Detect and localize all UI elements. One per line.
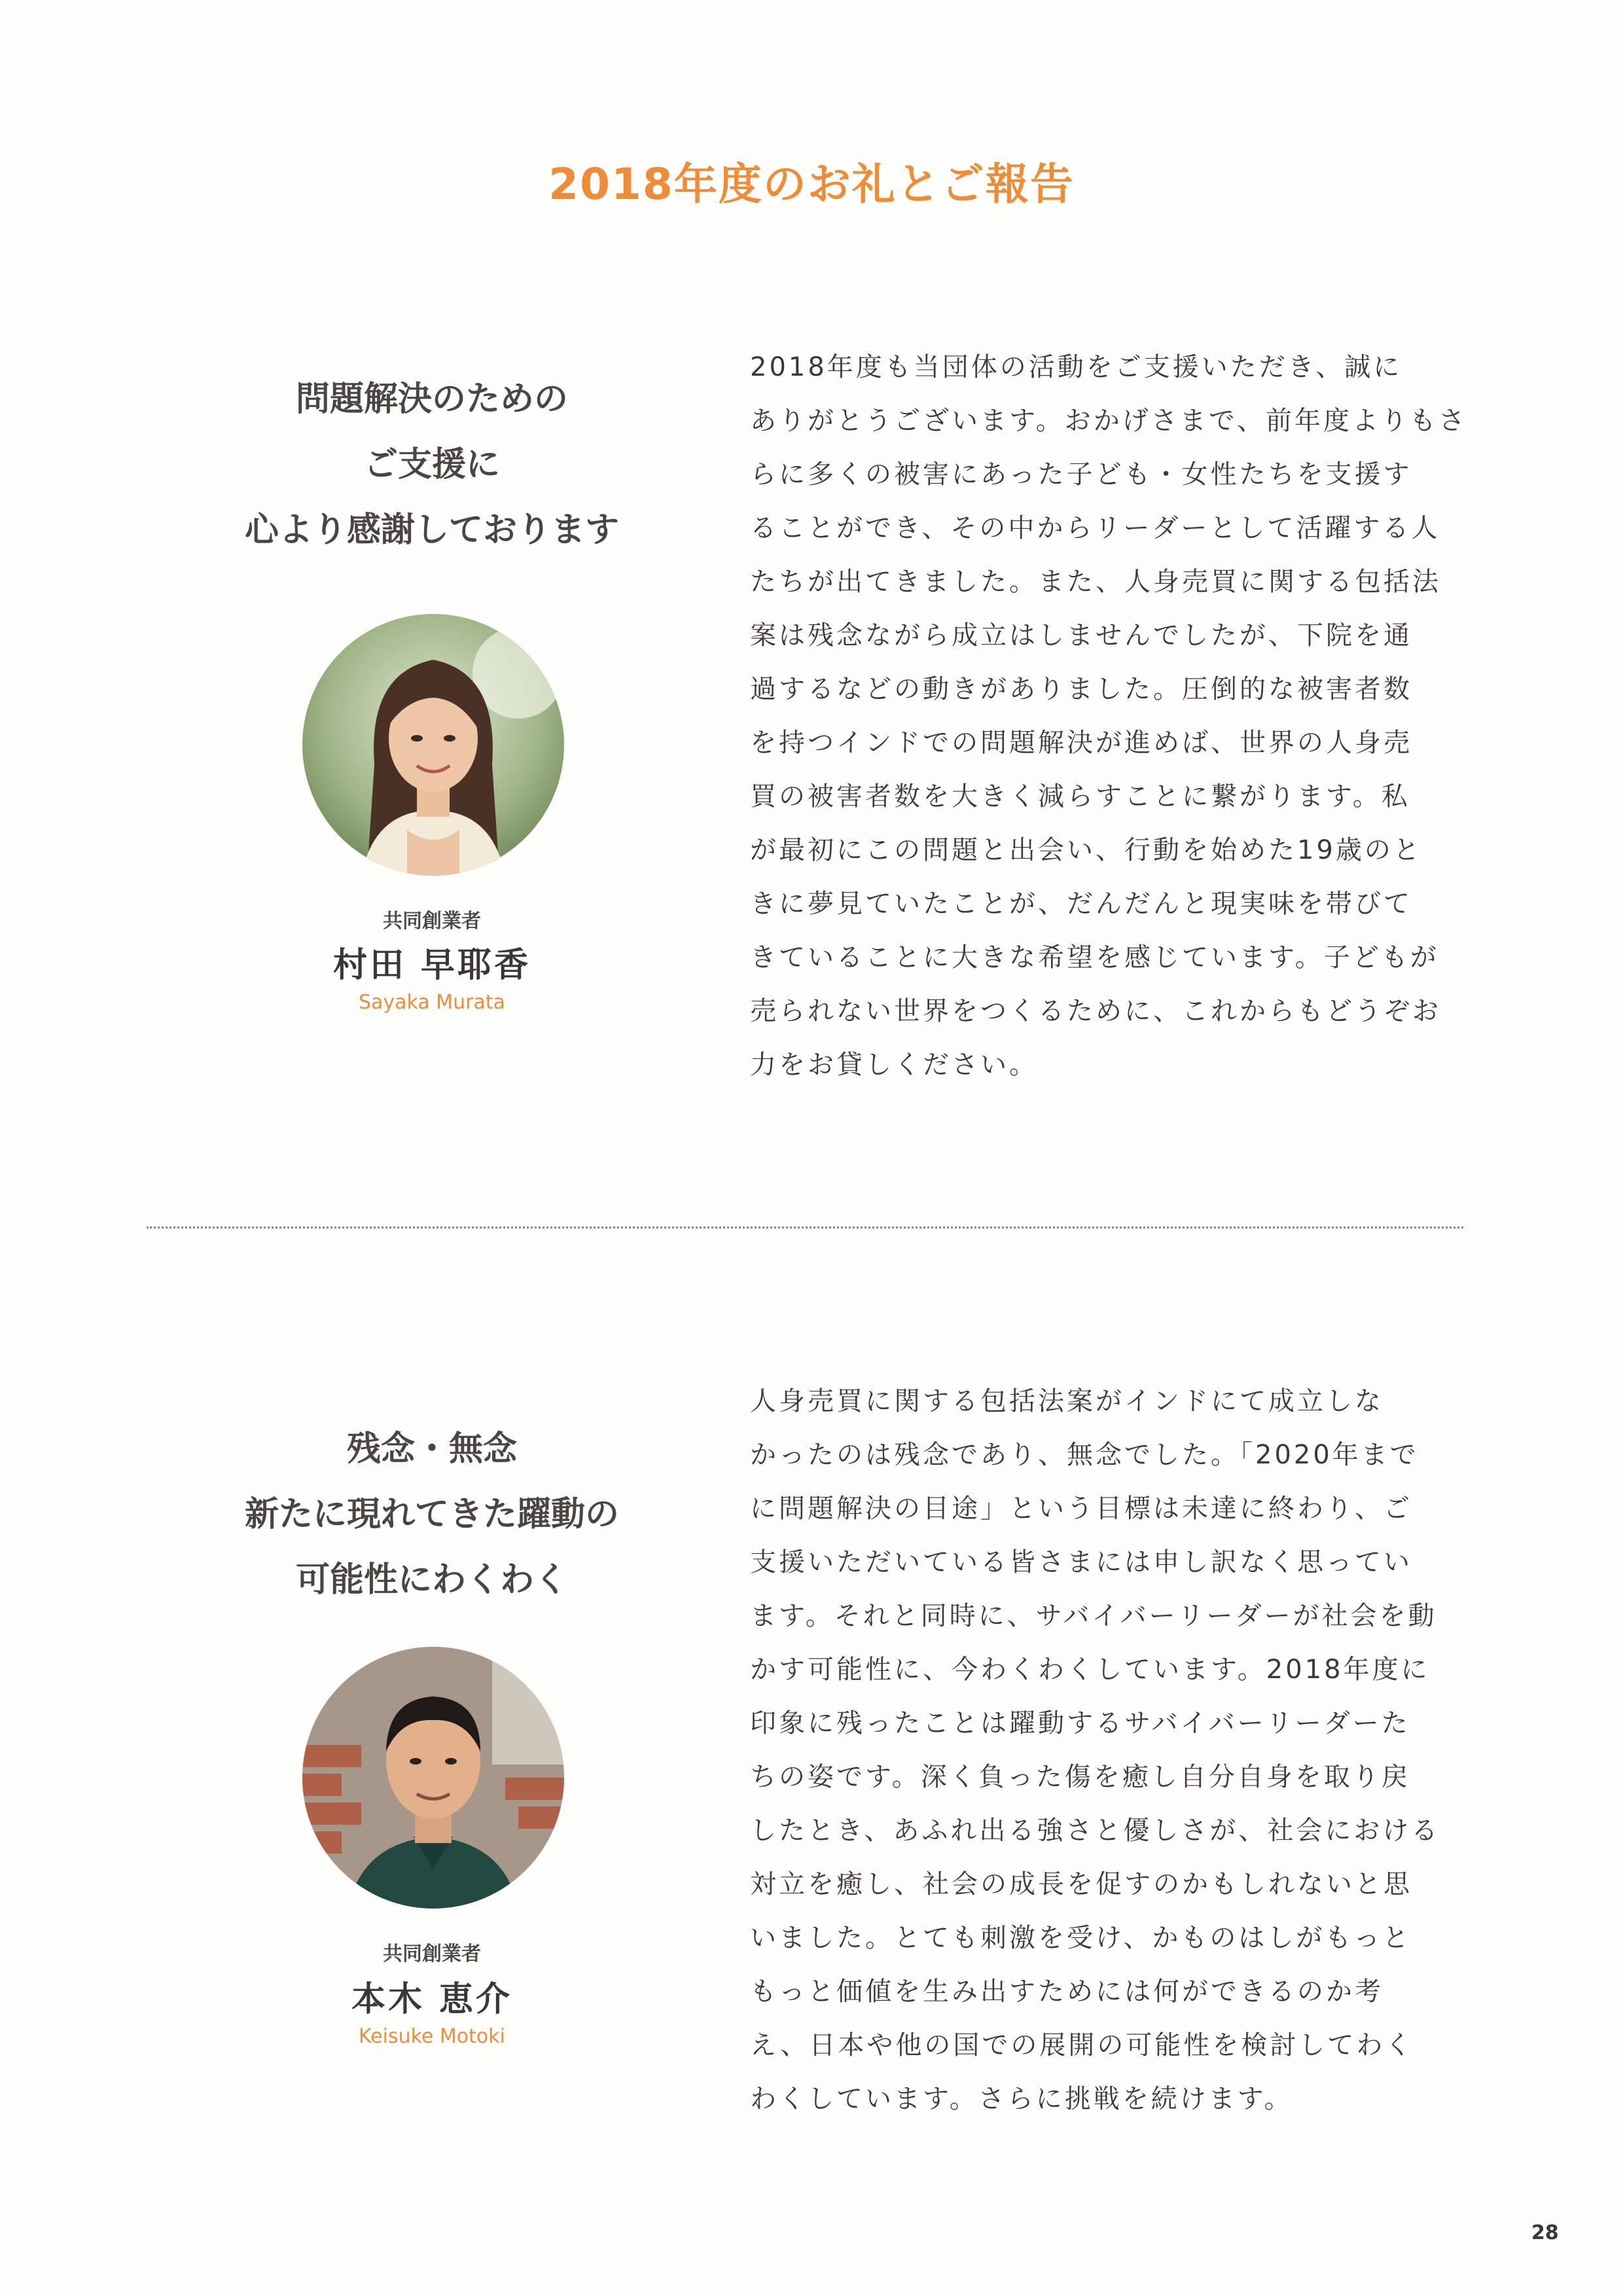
- body-line: 案は残念ながら成立はしませんでしたが、下院を通: [750, 620, 1412, 651]
- body-line: きに夢見ていたことが、だんだんと現実味を帯びて: [750, 889, 1412, 919]
- body-line: 力をお貸しください。: [750, 1050, 1038, 1080]
- person-romaji: Keisuke Motoki: [359, 2025, 505, 2048]
- role-label: 共同創業者: [383, 1943, 481, 1965]
- headline-line: ご支援に: [363, 445, 500, 484]
- body-line: かったのは残念であり、無念でした。「2020年まで: [750, 1440, 1419, 1470]
- headline-line: 残念・無念: [346, 1429, 517, 1469]
- body-line: 買の被害者数を大きく減らすことに繋がります。私: [750, 781, 1410, 812]
- person-name: 村田 早耶香: [332, 946, 531, 985]
- role-label: 共同創業者: [383, 910, 481, 933]
- body-line: ちの姿です。深く負った傷を癒し自分自身を取り戻: [750, 1762, 1410, 1792]
- section-headline: [183, 1416, 681, 1613]
- body-line: 2018年度も当団体の活動をご支援いただき、誠に: [750, 352, 1402, 382]
- body-line: かす可能性に、今わくわくしています。2018年度に: [750, 1655, 1430, 1685]
- body-line: 人身売買に関する包括法案がインドにて成立しな: [750, 1386, 1383, 1416]
- body-line: もっと価値を生み出すためには何ができるのか考: [750, 1977, 1383, 2007]
- page-title: 2018年度のお礼とご報告: [548, 159, 1075, 209]
- body-line: きていることに大きな希望を感じています。子どもが: [750, 942, 1439, 973]
- message-body: [750, 1374, 1440, 2126]
- body-line: え、日本や他の国での展開の可能性を検討してわく: [750, 2030, 1414, 2060]
- body-line: したとき、あふれ出る強さと優しさが、社会における: [750, 1816, 1440, 1846]
- body-line: 印象に残ったことは躍動するサバイバーリーダーた: [750, 1708, 1410, 1738]
- body-line: わくしています。さらに挑戦を続けます。: [750, 2084, 1293, 2114]
- body-line: ます。それと同時に、サバイバーリーダーが社会を動: [750, 1601, 1437, 1631]
- person-romaji: Sayaka Murata: [358, 991, 506, 1014]
- body-line: ることができ、その中からリーダーとして活躍する人: [750, 513, 1440, 543]
- message-body: [750, 340, 1467, 1092]
- headline-line: 新たに現れてきた躍動の: [244, 1495, 619, 1534]
- section-headline: [183, 367, 681, 563]
- body-line: 支援いただいている皆さまには申し訳なく思ってい: [750, 1547, 1412, 1577]
- body-line: ありがとうございます。おかげさまで、前年度よりもさ: [750, 406, 1467, 436]
- body-line: いました。とても刺激を受け、かものはしがもっと: [750, 1923, 1412, 1953]
- headline-line: 心より感謝しております: [244, 511, 619, 550]
- body-line: たちが出てきました。また、人身売買に関する包括法: [750, 567, 1441, 597]
- body-line: に問題解決の目途」という目標は未達に終わり、ご: [750, 1494, 1412, 1524]
- portrait-woman-icon: [302, 614, 564, 876]
- person-name: 本木 恵介: [351, 1980, 513, 2019]
- body-line: 売られない世界をつくるために、これからもどうぞお: [750, 996, 1441, 1026]
- body-line: が最初にこの問題と出会い、行動を始めた19歳のと: [750, 835, 1422, 865]
- page-number: 28: [1531, 2221, 1559, 2244]
- headline-line: 可能性にわくわく: [295, 1560, 568, 1600]
- portrait-man-icon: [302, 1647, 564, 1909]
- body-line: らに多くの被害にあった子ども・女性たちを支援す: [750, 459, 1412, 490]
- section-divider: [147, 1227, 1463, 1229]
- body-line: 過するなどの動きがありました。圧倒的な被害者数: [750, 674, 1412, 704]
- body-line: を持つインドでの問題解決が進めば、世界の人身売: [750, 728, 1412, 758]
- headline-line: 問題解決のための: [295, 380, 568, 419]
- body-line: 対立を癒し、社会の成長を促すのかもしれないと思: [750, 1869, 1412, 1899]
